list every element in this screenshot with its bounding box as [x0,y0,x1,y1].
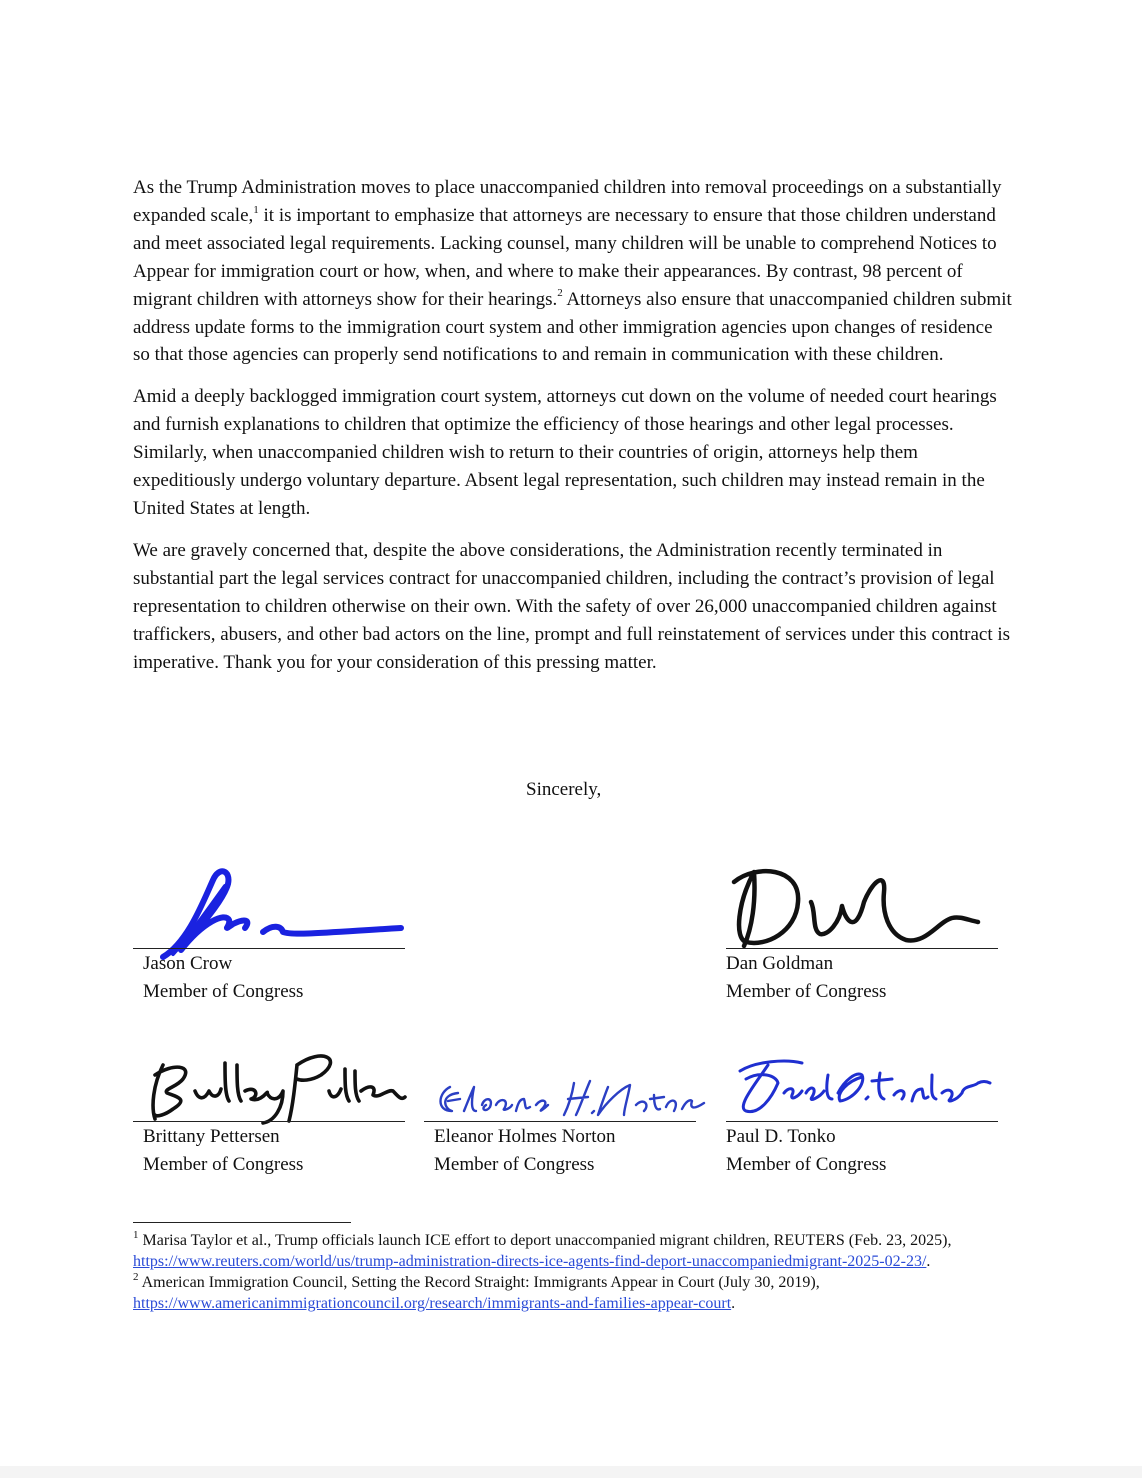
signatory-name: Brittany Pettersen [143,1126,280,1147]
paragraph-1-text-c: Attorneys also ensure that unaccompanied children submit address update forms to the immigration court system and other immigration agencies upon changes of residence so that those agencies can properly send notifications to and remain in communication with these children. [133,288,1012,366]
signatory-title: Member of Congress [434,1154,595,1175]
signatory-title: Member of Congress [143,981,304,1002]
footnote-period: . [926,1253,931,1270]
paragraph-1-text-a: As the Trump Administration moves to place unaccompanied children into removal proceedings on a substantially expanded scale, [133,177,1002,226]
letter-body [133,174,1013,690]
signature-pettersen [133,1035,423,1130]
signature-line [133,1121,405,1122]
footnote-text: Marisa Taylor et al., Trump officials launch ICE effort to deport unaccompanied migrant children, REUTERS (Feb. 23, 2025), [138,1232,952,1249]
signatory-name: Dan Goldman [726,953,834,974]
signature-block-tonko [716,1035,988,1185]
signature-norton [424,1035,714,1130]
paragraph-1-text-b: it is important to emphasize that attorneys are necessary to ensure that those children understand and meet associated legal requirements. Lacking counsel, many children will be unable to comprehend Notices to Appear for immigration court or how, when, and where to make their appearances. By contrast, 98 percent of migrant children with attorneys show for their hearings. [133,204,997,310]
signature-block-crow [133,862,405,1012]
footnote-period: . [731,1295,736,1312]
footnote-ref-2[interactable]: 2 [557,287,563,300]
signature-tonko [716,1035,1001,1130]
footnote-link[interactable]: https://www.reuters.com/world/us/trump-administration-directs-ice-agents-find-deport-unaccompaniedmigrant-2025-02-23/ [133,1253,927,1270]
signature-block-goldman [716,862,988,1012]
signature-line [424,1121,696,1122]
signature-line [726,1121,998,1122]
signatory-name: Jason Crow [143,953,233,974]
signatory-name: Eleanor Holmes Norton [434,1126,616,1147]
footnote-1 [133,1230,1013,1272]
signatory-title: Member of Congress [143,1154,304,1175]
footnote-number: 2 [133,1270,139,1283]
footnote-link[interactable]: https://www.americanimmigrationcouncil.org/research/immigrants-and-families-appear-court [133,1295,732,1312]
paragraph-2: Amid a deeply backlogged immigration court system, attorneys cut down on the volume of needed court hearings and furnish explanations to children that optimize the efficiency of those hearings and other legal processes. Similarly, when unaccompanied children wish to return to their countries of origin, attorneys help them expeditiously undergo voluntary departure. Absent legal representation, such children may instead remain in the United States at length. [133,386,997,519]
footnote-2 [133,1272,1013,1314]
signatory-title: Member of Congress [726,981,887,1002]
signature-block-pettersen [133,1035,405,1185]
footnote-ref-1[interactable]: 1 [253,203,259,216]
signatory-name: Paul D. Tonko [726,1126,836,1147]
page-bottom-edge [0,1466,1142,1478]
signature-line [726,948,998,949]
footnote-number: 1 [133,1228,139,1241]
signature-block-norton [424,1035,696,1185]
paragraph-3: We are gravely concerned that, despite the above considerations, the Administration recently terminated in substantial part the legal services contract for unaccompanied children, including the contract’s provision of legal representation to children otherwise on their own. With the safety of over 26,000 unaccompanied children against traffickers, abusers, and other bad actors on the line, prompt and full reinstatement of services under this contract is imperative. Thank you for your consideration of this pressing matter. [133,539,1011,673]
signature-line [133,948,405,949]
signatory-title: Member of Congress [726,1154,887,1175]
closing-salutation: Sincerely, [526,779,602,800]
signature-goldman [716,862,996,957]
footnote-separator [133,1222,351,1223]
footnote-text: American Immigration Council, Setting the Record Straight: Immigrants Appear in Court (July 30, 2019), [138,1274,820,1291]
footnotes [133,1230,1013,1314]
paragraph-1 [133,174,1013,369]
